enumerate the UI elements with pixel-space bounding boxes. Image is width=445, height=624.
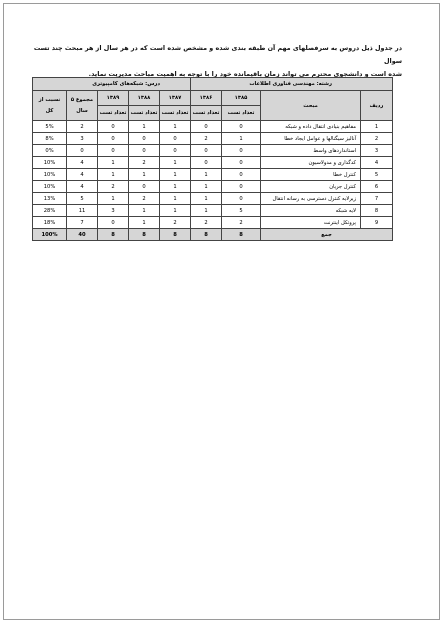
topics-table (32, 77, 393, 241)
total-1388: 8 (129, 229, 160, 241)
count-1387: 1 (160, 181, 191, 193)
count-1388: 1 (129, 169, 160, 181)
total-1389: 8 (98, 229, 129, 241)
table-row (33, 217, 393, 229)
table-row (33, 181, 393, 193)
row-number: 7 (361, 193, 393, 205)
count-1387: 1 (160, 193, 191, 205)
sum-cell: 4 (67, 181, 98, 193)
count-1385: 0 (222, 169, 261, 181)
count-1388: 0 (129, 145, 160, 157)
percent-cell: 10% (33, 157, 67, 169)
count-1389: 0 (98, 121, 129, 133)
count-1386: 1 (191, 205, 222, 217)
count-1389: 1 (98, 193, 129, 205)
count-1388: 1 (129, 121, 160, 133)
topic-cell: کنترل خطا (261, 169, 361, 181)
tests-count-header: تعداد تست (160, 106, 191, 121)
percent-cell: 13% (33, 193, 67, 205)
count-1387: 1 (160, 121, 191, 133)
year-header-1387: ۱۳۸۷ (160, 91, 191, 106)
row-number: 3 (361, 145, 393, 157)
row-number: 9 (361, 217, 393, 229)
count-1387: 1 (160, 169, 191, 181)
header-row-years (33, 91, 393, 106)
count-1386: 2 (191, 133, 222, 145)
row-number: 2 (361, 133, 393, 145)
count-1385: 1 (222, 133, 261, 145)
count-1386: 0 (191, 145, 222, 157)
sum-cell: 7 (67, 217, 98, 229)
total-label: جمع (261, 229, 393, 241)
count-1388: 0 (129, 133, 160, 145)
sum-cell: 11 (67, 205, 98, 217)
count-1386: 2 (191, 217, 222, 229)
row-number: 6 (361, 181, 393, 193)
topic-cell: زیرلایه کنترل دسترسی به رسانه انتقال (261, 193, 361, 205)
count-1385: 0 (222, 181, 261, 193)
topic-cell: آنالیز سیگنالها و عوامل ایجاد خطا (261, 133, 361, 145)
sum-cell: 5 (67, 193, 98, 205)
sum-cell: 4 (67, 157, 98, 169)
count-1389: 0 (98, 217, 129, 229)
table-row (33, 193, 393, 205)
sum-header (67, 91, 98, 121)
count-1385: 2 (222, 217, 261, 229)
tests-count-header: تعداد تست (129, 106, 160, 121)
percent-cell: 8% (33, 133, 67, 145)
year-header-1385: ۱۳۸۵ (222, 91, 261, 106)
count-1389: 0 (98, 145, 129, 157)
count-1388: 2 (129, 193, 160, 205)
row-number: 5 (361, 169, 393, 181)
intro-line-1: در جدول ذیل دروس به سرفصلهای مهم آن طبقه بندی شده و مشخص شده است که در هر سال از هر مبحث چند تست سوال (33, 44, 402, 65)
year-header-1389: ۱۳۸۹ (98, 91, 129, 106)
topic-cell: لایه شبکه (261, 205, 361, 217)
topic-cell: کدگذاری و مدولاسیون (261, 157, 361, 169)
percent-header-line-2: کل (45, 108, 54, 114)
sum-header-line-2: سال (76, 108, 88, 114)
row-number: 1 (361, 121, 393, 133)
tests-count-header: تعداد تست (191, 106, 222, 121)
count-1385: 5 (222, 205, 261, 217)
percent-cell: 10% (33, 169, 67, 181)
table-row (33, 169, 393, 181)
sum-header-line-1: مجموع ۵ (70, 97, 94, 103)
row-number: 4 (361, 157, 393, 169)
count-1387: 2 (160, 217, 191, 229)
row-number: 8 (361, 205, 393, 217)
percent-cell: 18% (33, 217, 67, 229)
count-1385: 0 (222, 145, 261, 157)
count-1385: 0 (222, 157, 261, 169)
count-1387: 0 (160, 133, 191, 145)
percent-header (33, 91, 67, 121)
total-percent: 100% (33, 229, 67, 241)
count-1389: 1 (98, 157, 129, 169)
count-1387: 0 (160, 145, 191, 157)
count-1388: 1 (129, 205, 160, 217)
sum-cell: 0 (67, 145, 98, 157)
percent-cell: 10% (33, 181, 67, 193)
percent-cell: 28% (33, 205, 67, 217)
sum-cell: 3 (67, 133, 98, 145)
count-1385: 0 (222, 121, 261, 133)
count-1387: 1 (160, 205, 191, 217)
table-row (33, 205, 393, 217)
count-1389: 1 (98, 169, 129, 181)
count-1386: 0 (191, 157, 222, 169)
table-row (33, 133, 393, 145)
count-1385: 0 (222, 193, 261, 205)
topic-cell: کنترل جریان (261, 181, 361, 193)
year-header-1388: ۱۳۸۸ (129, 91, 160, 106)
total-sum: 40 (67, 229, 98, 241)
count-1388: 1 (129, 217, 160, 229)
topic-cell: استانداردهای واسط (261, 145, 361, 157)
tests-count-header: تعداد تست (222, 106, 261, 121)
sum-cell: 4 (67, 169, 98, 181)
tests-count-header: تعداد تست (98, 106, 129, 121)
table-row (33, 121, 393, 133)
topic-cell: پروتکل اینترنت (261, 217, 361, 229)
field-label: رشته: مهندسی فناوری اطلاعات (191, 78, 393, 91)
count-1387: 1 (160, 157, 191, 169)
intro-paragraph (28, 42, 402, 81)
total-1386: 8 (191, 229, 222, 241)
count-1389: 0 (98, 133, 129, 145)
count-1389: 2 (98, 181, 129, 193)
course-label: درس: شبکه‌های کامپیوتری (33, 78, 191, 91)
count-1388: 2 (129, 157, 160, 169)
count-1389: 3 (98, 205, 129, 217)
count-1386: 1 (191, 169, 222, 181)
count-1386: 1 (191, 181, 222, 193)
table-row (33, 145, 393, 157)
intro-line-2: شده است و دانشجوی محترم می تواند زمان باقیمانده خود را با توجه به اهمیت مباحث مدیریت نماید. (88, 70, 402, 78)
row-number-header: ردیف (361, 91, 393, 121)
table-row (33, 157, 393, 169)
count-1386: 0 (191, 121, 222, 133)
total-1387: 8 (160, 229, 191, 241)
field-course-row (33, 78, 393, 91)
topic-header: مبحث (261, 91, 361, 121)
count-1386: 1 (191, 193, 222, 205)
count-1388: 0 (129, 181, 160, 193)
year-header-1386: ۱۳۸۶ (191, 91, 222, 106)
percent-cell: 5% (33, 121, 67, 133)
topic-cell: مفاهیم بنیادی انتقال داده و شبکه (261, 121, 361, 133)
total-1385: 8 (222, 229, 261, 241)
percent-cell: 0% (33, 145, 67, 157)
percent-header-line-1: نسبت از (38, 97, 61, 103)
total-row (33, 229, 393, 241)
sum-cell: 2 (67, 121, 98, 133)
